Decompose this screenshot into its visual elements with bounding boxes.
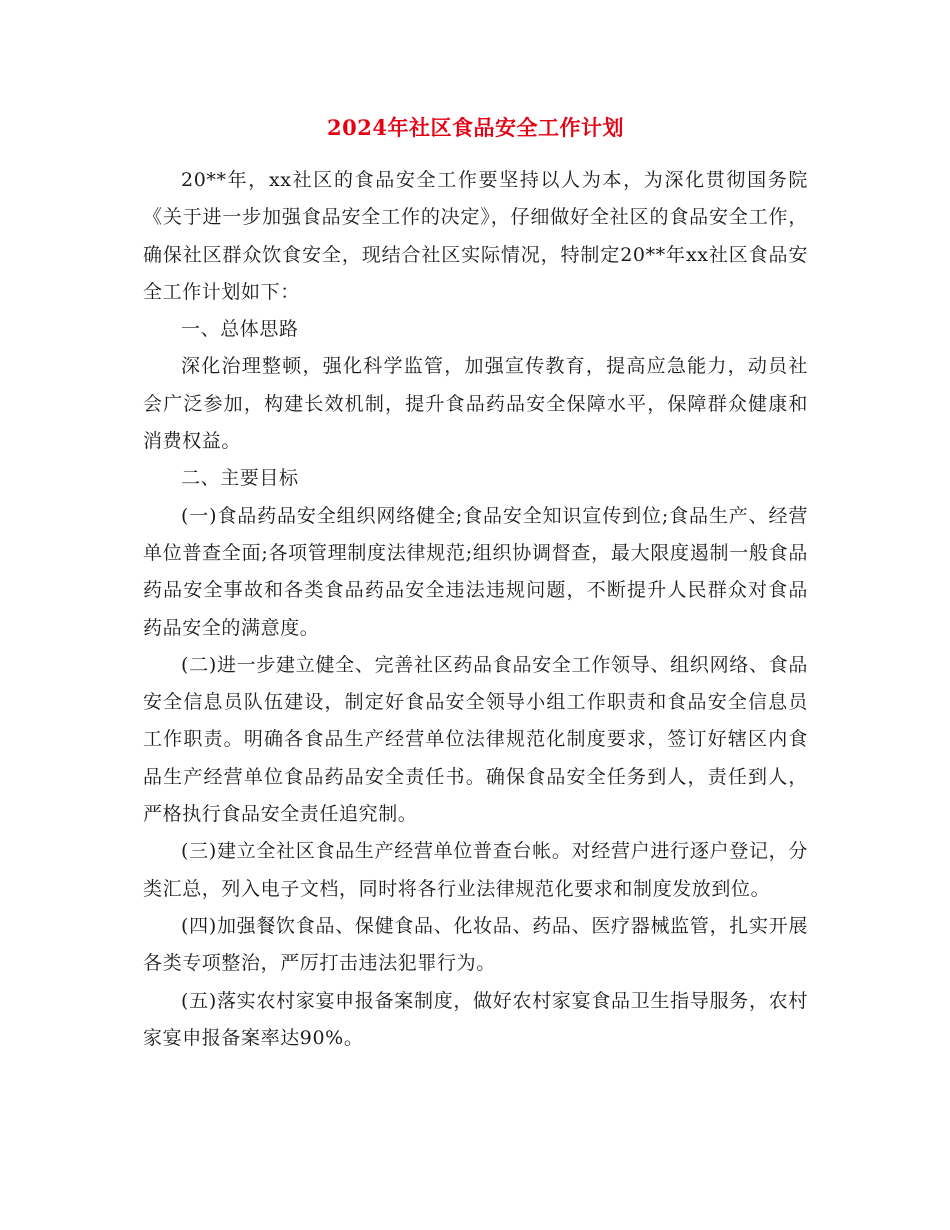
section-heading-main-goals: 二、主要目标 xyxy=(181,467,299,490)
goal-paragraph-4: (四)加强餐饮食品、保健食品、化妆品、药品、医疗器械监管，扎实开展各类专项整治，严厉打击违法犯罪行为。 xyxy=(143,914,808,975)
goal-paragraph-1: (一)食品药品安全组织网络健全;食品安全知识宣传到位;食品生产、经营单位普查全面;各项管理制度法律规范;组织协调督查，最大限度遏制一般食品药品安全事故和各类食品药品安全违法违规问题，不断提升人民群众对食品药品安全的满意度。 xyxy=(143,504,808,639)
goal-paragraph-3: (三)建立全社区食品生产经营单位普查台帐。对经营户进行逐户登记，分类汇总，列入电子文档，同时将各行业法律规范化要求和制度发放到位。 xyxy=(143,840,808,900)
overall-approach-paragraph: 深化治理整顿，强化科学监管，加强宣传教育，提高应急能力，动员社会广泛参加，构建长效机制，提升食品药品安全保障水平，保障群众健康和消费权益。 xyxy=(143,355,808,453)
goal-paragraph-2: (二)进一步建立健全、完善社区药品食品安全工作领导、组织网络、食品安全信息员队伍建设，制定好食品安全领导小组工作职责和食品安全信息员工作职责。明确各食品生产经营单位法律规范化制度要求，签订好辖区内食品生产经营单位食品药品安全责任书。确保食品安全任务到人，责任到人，严格执行食品安全责任追究制。 xyxy=(143,653,808,826)
document-page xyxy=(143,108,808,1057)
intro-paragraph: 20**年，xx社区的食品安全工作要坚持以人为本，为深化贯彻国务院《关于进一步加强食品安全工作的决定》，仔细做好全社区的食品安全工作，确保社区群众饮食安全，现结合社区实际情况，特制定20**年xx社区食品安全工作计划如下： xyxy=(143,169,808,303)
goal-paragraph-5: (五)落实农村家宴申报备案制度，做好农村家宴食品卫生指导服务，农村家宴申报备案率达90%。 xyxy=(143,989,808,1049)
document-title: 2024年社区食品安全工作计划 xyxy=(327,115,624,140)
section-heading-overall-approach: 一、总体思路 xyxy=(181,318,299,341)
